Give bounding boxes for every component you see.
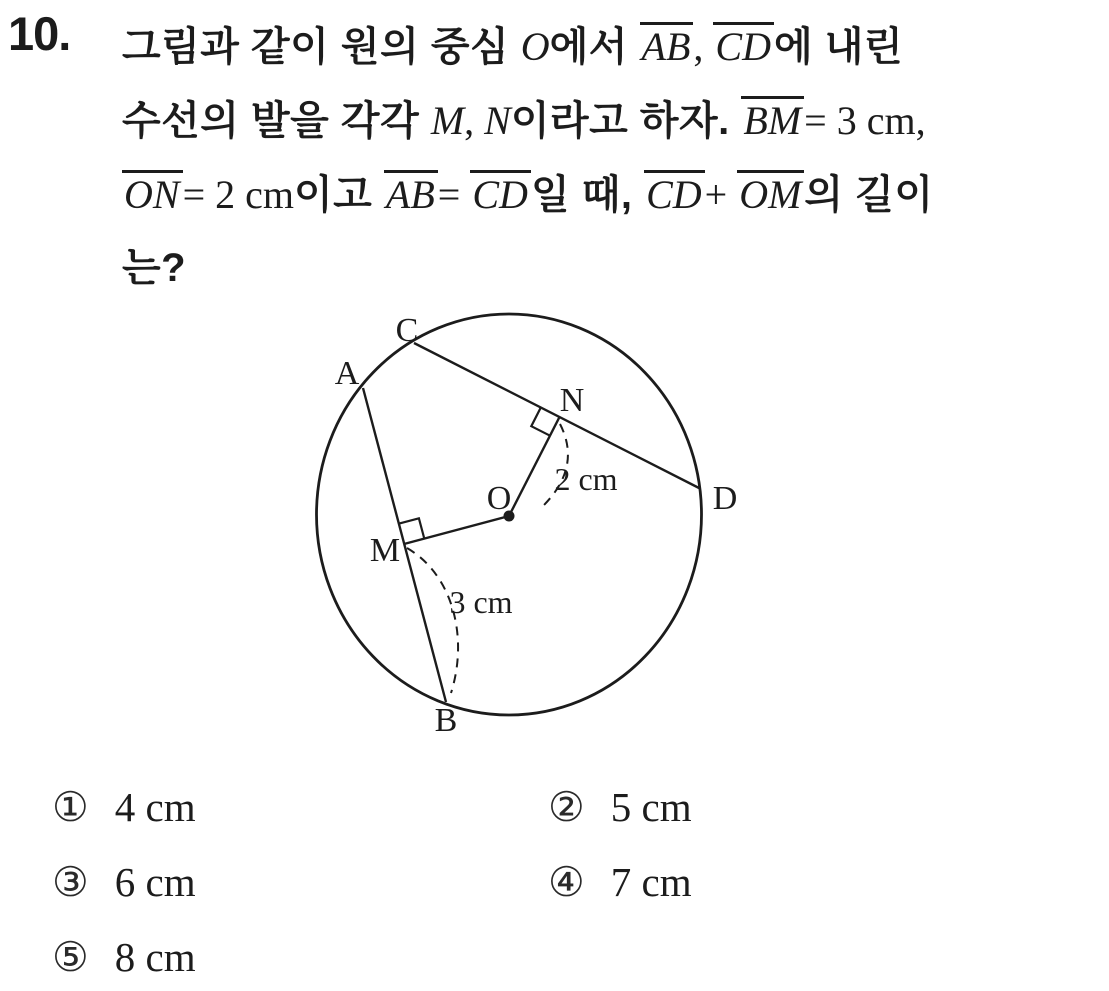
measurement-mb-label: 3 cm — [449, 584, 513, 620]
choice-option-3 — [52, 858, 548, 906]
text-segment: 의 길이 — [804, 173, 934, 217]
point-label-m: M — [369, 532, 401, 569]
text-segment: 에서 — [549, 25, 640, 69]
circle-diagram — [300, 300, 750, 750]
question-line-2 — [122, 84, 1102, 158]
text-segment: 에 내린 — [773, 25, 904, 69]
choice-option-4 — [548, 858, 832, 906]
text-segment: , — [464, 98, 485, 143]
question-number: 10. — [8, 7, 71, 60]
text-segment: 그림과 같이 원의 중심 — [122, 25, 521, 69]
text-segment: 일 때, — [530, 173, 645, 217]
text-segment: 이고 — [294, 173, 384, 217]
text-segment: CD — [644, 170, 705, 216]
point-label-n: N — [559, 382, 585, 419]
point-label-c: C — [395, 312, 419, 349]
circle-diagram-svg — [300, 300, 750, 750]
answer-choices — [52, 783, 832, 981]
text-segment: BM — [741, 96, 804, 142]
choice-option-5 — [52, 933, 548, 981]
text-segment: AB — [384, 170, 438, 216]
choice-1-marker: ① — [52, 783, 89, 831]
choice-5-value: 8 cm — [114, 934, 196, 980]
choice-2-marker: ② — [548, 783, 585, 831]
text-segment: , — [693, 24, 714, 69]
choice-4-marker: ④ — [548, 858, 585, 906]
choice-3-value: 6 cm — [114, 859, 196, 905]
text-segment: 이라고 하자. — [510, 99, 742, 143]
question-line-3 — [122, 158, 1102, 232]
text-segment: 수선의 발을 각각 — [122, 99, 431, 143]
text-segment: O — [520, 24, 550, 69]
dashed-arc-mb — [407, 548, 458, 693]
text-segment: CD — [713, 22, 774, 68]
choice-2-value: 5 cm — [610, 784, 692, 830]
point-label-d: D — [712, 480, 738, 517]
text-segment: = 2 cm — [182, 172, 295, 217]
choice-option-2 — [548, 783, 832, 831]
text-segment: AB — [640, 22, 694, 68]
text-segment: CD — [470, 170, 531, 216]
choice-3-marker: ③ — [52, 858, 89, 906]
text-segment: = 3 cm, — [804, 98, 926, 143]
point-label-o: O — [486, 480, 512, 517]
text-segment: ON — [122, 170, 183, 216]
text-segment: + — [704, 172, 738, 217]
measurement-on-label: 2 cm — [554, 461, 618, 497]
text-segment: M — [430, 98, 465, 143]
question-line-4 — [122, 232, 1102, 305]
choice-5-marker: ⑤ — [52, 933, 89, 981]
text-segment: = — [437, 172, 471, 217]
question-line-1 — [122, 10, 1102, 84]
point-label-a: A — [334, 355, 360, 392]
text-segment: OM — [737, 170, 804, 216]
text-segment: N — [484, 98, 511, 143]
choice-1-value: 4 cm — [114, 784, 196, 830]
segment-on — [509, 417, 560, 516]
text-segment: 는? — [122, 246, 187, 290]
choice-option-1 — [52, 783, 548, 831]
choice-4-value: 7 cm — [610, 859, 692, 905]
question-text — [122, 10, 1102, 305]
point-label-b: B — [434, 702, 458, 739]
